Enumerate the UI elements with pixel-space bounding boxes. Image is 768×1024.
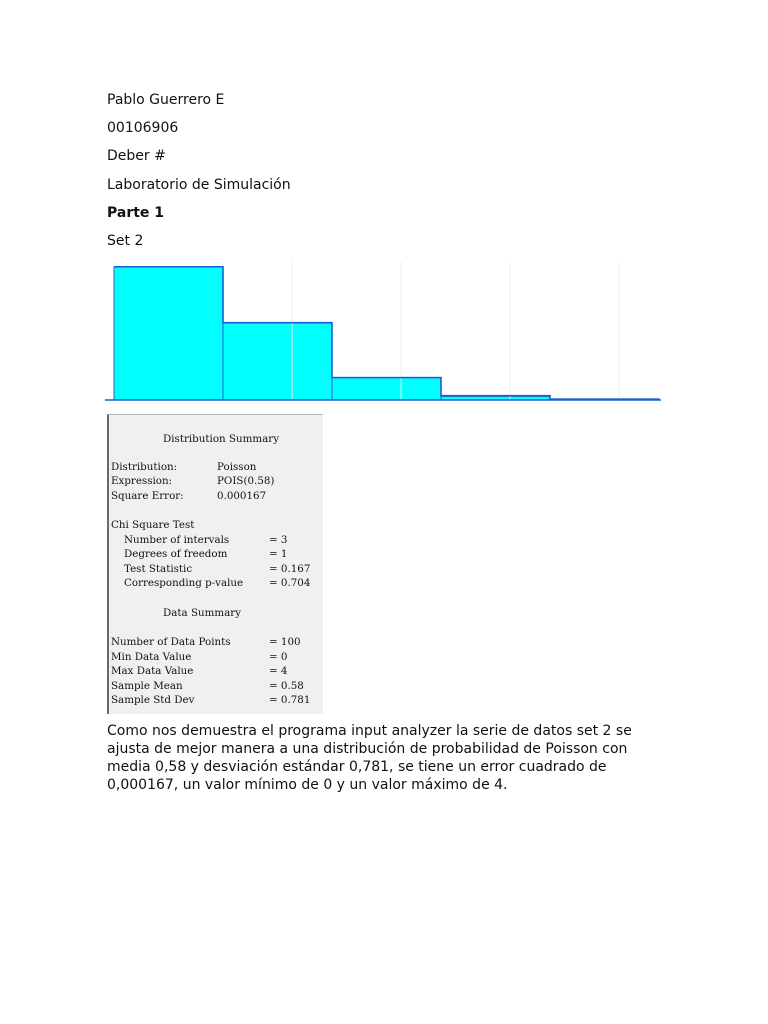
max-value-value: = 4 [269,665,288,677]
histogram-bar-2 [332,377,441,400]
chi-square-title: Chi Square Test [111,519,195,531]
data-summary-title: Data Summary [163,607,242,619]
histogram-bar-1 [223,323,332,400]
histogram-chart [105,258,665,408]
distribution-summary-panel [107,414,323,714]
square-error-label: Square Error: [111,490,184,502]
assignment-label: Deber # [107,148,166,164]
student-id: 00106906 [107,120,179,136]
max-value-label: Max Data Value [111,665,194,677]
conclusion-paragraph: Como nos demuestra el programa input analyzer la serie de datos set 2 se ajusta de mejor manera a una distribución de probabilidad de Poisson con media 0,58 y desviación estándar 0,781, se tiene un error cuadrado de 0,000167, un valor mínimo de 0 y un valor máximo de 4. [107,723,632,793]
min-value-value: = 0 [269,651,288,663]
intervals-label: Number of intervals [124,534,230,546]
p-value-value: = 0.704 [269,577,311,589]
p-value-label: Corresponding p-value [124,577,244,589]
data-points-value: = 100 [269,636,301,648]
sample-mean-label: Sample Mean [111,680,183,692]
sample-std-value: = 0.781 [269,694,311,706]
intervals-value: = 3 [269,534,288,546]
distribution-label: Distribution: [111,461,178,473]
data-points-label: Number of Data Points [111,636,231,648]
section-heading: Parte 1 [107,205,165,221]
test-statistic-label: Test Statistic [124,563,193,575]
sample-mean-value: = 0.58 [269,680,304,692]
dof-value: = 1 [269,548,288,560]
expression-label: Expression: [111,475,173,487]
test-statistic-value: = 0.167 [269,563,311,575]
dof-label: Degrees of freedom [124,548,228,560]
square-error-value: 0.000167 [217,490,267,502]
histogram-bar-0 [114,267,223,400]
expression-value: POIS(0.58) [217,475,275,487]
author-name: Pablo Guerrero E [107,92,225,108]
course-name: Laboratorio de Simulación [107,177,291,193]
distribution-value: Poisson [217,461,257,473]
min-value-label: Min Data Value [111,651,192,663]
set-label: Set 2 [107,233,144,249]
sample-std-label: Sample Std Dev [111,694,195,706]
summary-title: Distribution Summary [163,433,280,445]
